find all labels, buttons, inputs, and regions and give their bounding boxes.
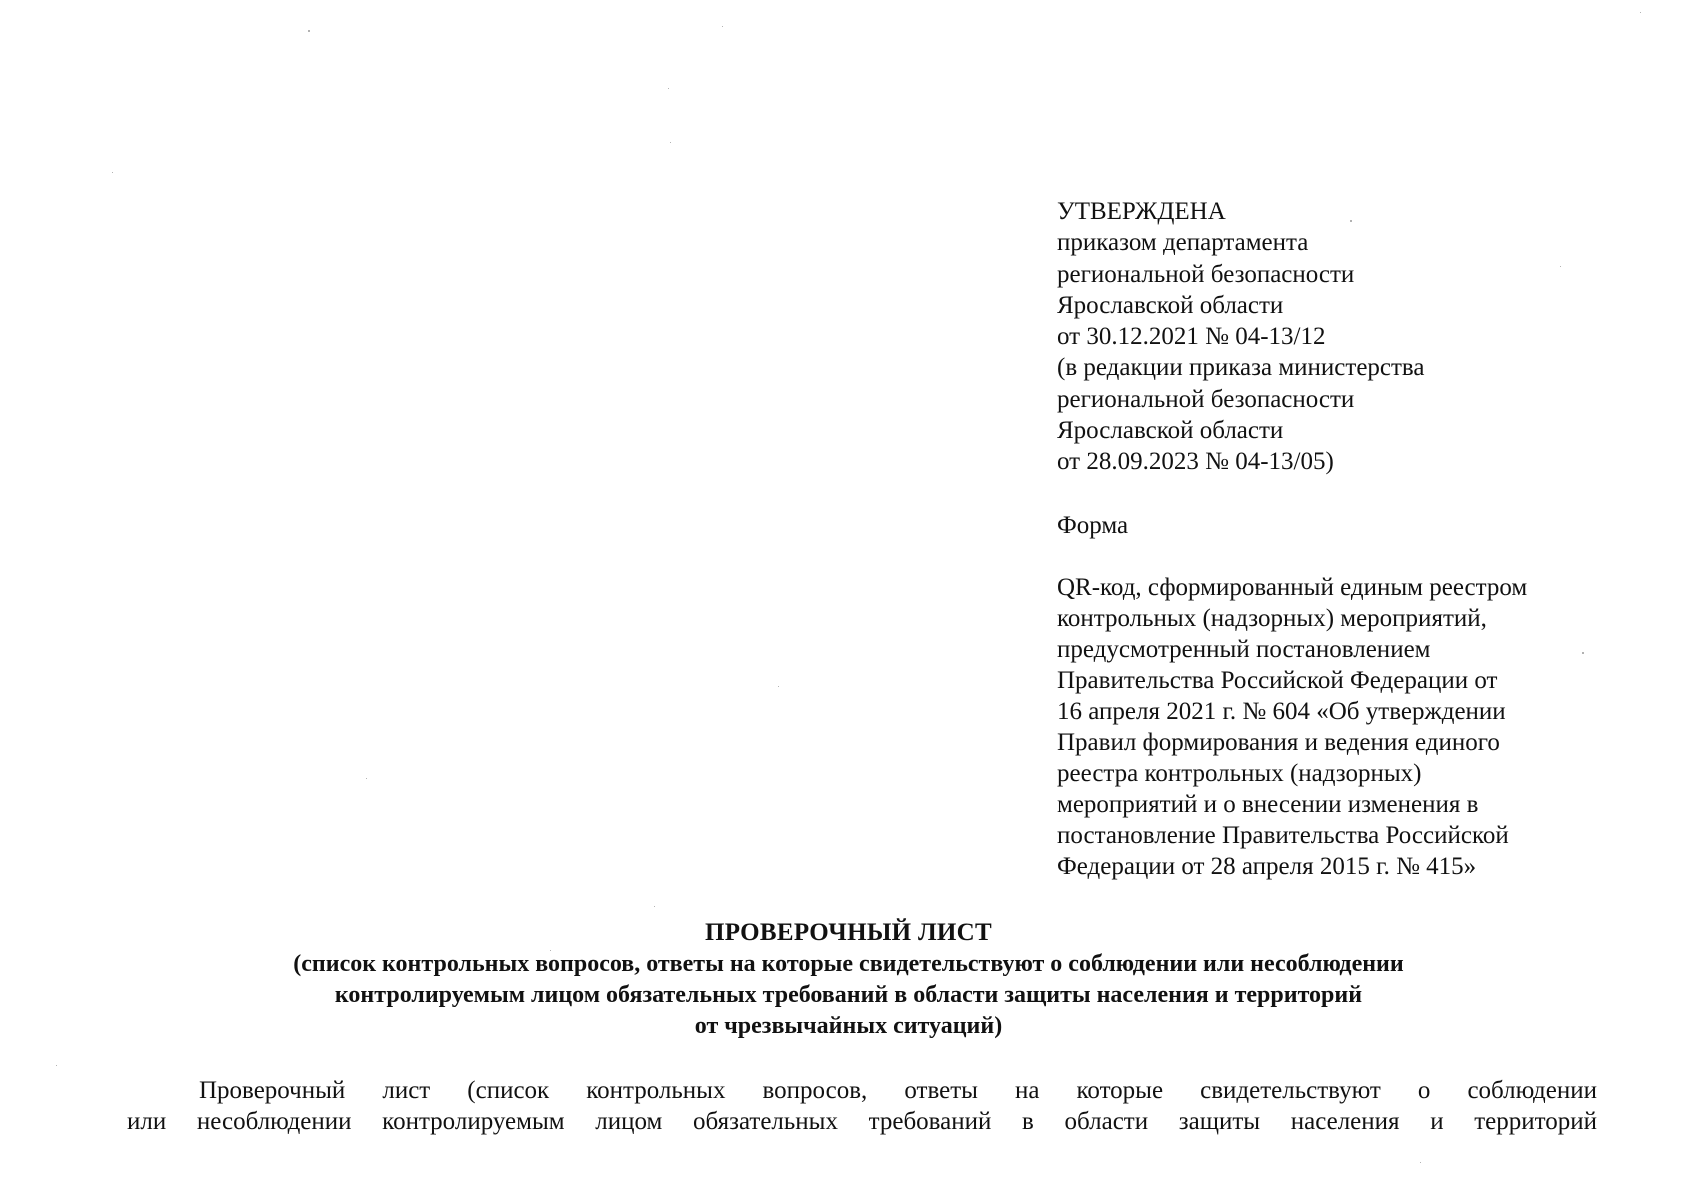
qr-note-line: мероприятий и о внесении изменения в <box>1057 791 1479 818</box>
scan-speck <box>1640 12 1641 13</box>
qr-note-line: Правительства Российской Федерации от <box>1057 667 1498 694</box>
approval-line: региональной безопасности <box>1057 260 1355 288</box>
qr-note-line: Правил формирования и ведения единого <box>1057 729 1500 756</box>
scan-speck <box>778 686 779 687</box>
document-title: ПРОВЕРОЧНЫЙ ЛИСТ <box>705 919 992 946</box>
scan-speck <box>668 88 669 89</box>
scan-speck <box>722 26 723 27</box>
body-line: или несоблюдении контролируемым лицом обязательных требований в области защиты населения и территорий <box>127 1108 1597 1135</box>
qr-note-line: QR-код, сформированный единым реестром <box>1057 574 1528 601</box>
form-label: Форма <box>1057 512 1129 539</box>
approval-block <box>1057 196 1617 478</box>
qr-note-line: 16 апреля 2021 г. № 604 «Об утверждении <box>1057 698 1506 725</box>
scan-speck <box>654 906 655 907</box>
approval-line: (в редакции приказа министерства <box>1057 354 1425 382</box>
approval-line: от 28.09.2023 № 04-13/05) <box>1057 448 1334 476</box>
scan-speck <box>56 1065 57 1066</box>
document-subtitle-line: контролируемым лицом обязательных требований в области защиты населения и территорий <box>334 982 1363 1008</box>
scan-speck <box>308 30 310 32</box>
approval-line: УТВЕРЖДЕНА <box>1057 198 1226 225</box>
body-line: Проверочный лист (список контрольных вопросов, ответы на которые свидетельствуют о соблюдении <box>199 1077 1597 1104</box>
approval-line: Ярославской области <box>1057 417 1284 445</box>
scan-speck <box>670 142 671 143</box>
qr-note-line: Федерации от 28 апреля 2015 г. № 415» <box>1057 853 1477 880</box>
scan-speck <box>366 778 367 779</box>
approval-line: Ярославской области <box>1057 291 1284 319</box>
document-subtitle-line: (список контрольных вопросов, ответы на которые свидетельствуют о соблюдении или несоблюдении <box>293 951 1404 977</box>
scan-speck <box>112 172 113 173</box>
document-subtitle-line: от чрезвычайных ситуаций) <box>694 1013 1003 1039</box>
approval-line: региональной безопасности <box>1057 385 1355 413</box>
body-paragraph <box>127 1075 1597 1137</box>
qr-note-line: постановление Правительства Российской <box>1057 822 1509 849</box>
qr-note-line: реестра контрольных (надзорных) <box>1057 760 1422 787</box>
qr-note-line: контрольных (надзорных) мероприятий, <box>1057 605 1487 632</box>
document-heading <box>0 917 1697 1042</box>
qr-note-line: предусмотренный постановлением <box>1057 636 1431 663</box>
qr-code-note <box>1057 572 1617 882</box>
approval-line: приказом департамента <box>1057 229 1309 257</box>
scan-speck <box>1420 1162 1421 1163</box>
approval-line: от 30.12.2021 № 04-13/12 <box>1057 323 1326 351</box>
